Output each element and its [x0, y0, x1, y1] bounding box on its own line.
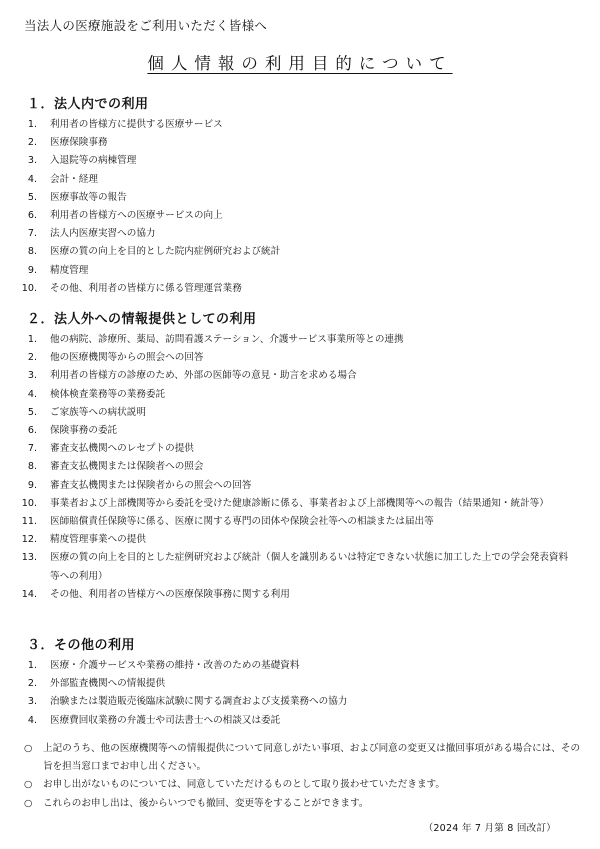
circle-bullet-icon: ○: [24, 779, 33, 791]
list-item-number: 7.: [27, 443, 37, 455]
list-item-text: 審査支払機関または保険者への照会: [50, 461, 204, 473]
list-item-number: 14.: [21, 588, 37, 600]
list-item: [0, 386, 600, 404]
list-item-text: 審査支払機関へのレセプトの提供: [50, 443, 194, 455]
list-item-text: 医療費回収業務の弁護士や司法書士への相談又は委託: [50, 714, 281, 726]
list-item-text: 医師賠償責任保険等に係る、医療に関する専門の団体や保険会社等への相談または届出等: [50, 516, 434, 528]
list-item-number: 1.: [27, 660, 37, 671]
list-item: [0, 349, 600, 367]
list-item-text: 利用者の皆様方への医療サービスの向上: [50, 210, 223, 222]
list-item-text: 外部監査機関への情報提供: [50, 678, 166, 690]
list-item-number: 6.: [27, 210, 37, 222]
list-item-text: その他、利用者の皆様方への医療保険事務に関する利用: [50, 588, 290, 600]
list-item-text: 保険事務の委託: [50, 425, 118, 437]
greeting: 当法人の医療施設をご利用いただく皆様へ: [24, 18, 268, 33]
list-item-text: 事業者および上部機関等から委託を受けた健康診断に係る、事業者および上部機関等への報告（結果通知・統計等）: [50, 497, 549, 509]
revision-note: （2024 年 7 月第 8 回改訂）: [423, 823, 556, 834]
list-item: [0, 243, 600, 261]
list-item-number: 10.: [21, 497, 37, 509]
section-heading: １．法人内での利用: [27, 97, 149, 112]
list-item-number: 4.: [27, 714, 37, 726]
list-item: [0, 280, 600, 298]
list-item-text: 会計・経理: [50, 173, 98, 185]
list-item-number: 1.: [27, 119, 37, 130]
list-item-number: 3.: [27, 155, 37, 167]
list-item-number: 5.: [27, 406, 37, 418]
list-item-number: 8.: [27, 461, 37, 473]
list-item-text: ご家族等への病状説明: [50, 406, 146, 418]
list-item: [0, 225, 600, 243]
list-item-text: 他の病院、診療所、薬局、訪問看護ステーション、介護サービス事業所等との連携: [50, 334, 404, 345]
list-item-text: その他、利用者の皆様方に係る管理運営業務: [50, 282, 242, 294]
list-item: [0, 262, 600, 280]
list-item: [0, 171, 600, 189]
list-item-number: 5.: [27, 191, 37, 203]
list-item: [0, 495, 600, 513]
list-item-text: 精度管理事業への提供: [50, 534, 146, 546]
note-text: 上記のうち、他の医療機関等への情報提供について同意しがたい事項、および同意の変更又は撤回事項がある場合には、その旨を担当窓口までお申し出ください。: [43, 743, 581, 773]
list-item-text: 精度管理: [50, 264, 89, 276]
list-item-text: 他の医療機関等からの照会への回答: [50, 352, 204, 364]
notes-list: [0, 740, 600, 813]
circle-bullet-icon: ○: [24, 797, 33, 809]
list-item-text: 利用者の皆様方に提供する医療サービス: [50, 119, 223, 130]
section-heading: ３．その他の利用: [27, 638, 136, 653]
list-item-text: 検体検査業務等の業務委託: [50, 388, 166, 400]
list-item-number: 1.: [27, 334, 37, 345]
list-item-number: 4.: [27, 173, 37, 185]
list-item-number: 2.: [27, 678, 37, 690]
note-item: [0, 740, 600, 776]
list-item-text: 法人内医療実習への協力: [50, 228, 156, 240]
list-item: [0, 422, 600, 440]
note-text: これらのお申し出は、後からいつでも撤回、変更等をすることができます。: [43, 797, 369, 809]
list-item: [0, 513, 600, 531]
list-item: [0, 693, 600, 711]
list-item-text: 医療保険事務: [50, 137, 108, 149]
section-list: [0, 657, 600, 730]
list-item: [0, 404, 600, 422]
list-item: [0, 367, 600, 385]
page-title-text: 個人情報の利用目的について: [147, 54, 453, 73]
list-item: [0, 549, 600, 585]
section-heading: ２．法人外への情報提供としての利用: [27, 312, 257, 327]
list-item: [0, 586, 600, 604]
list-item: [0, 712, 600, 730]
page-title: [0, 50, 600, 74]
list-item-text: 医療事故等の報告: [50, 191, 127, 203]
list-item-number: 7.: [27, 228, 37, 240]
list-item-text: 医療の質の向上を目的とした症例研究および統計（個人を識別あるいは特定できない状態に加工した上での学会発表資料等への利用）: [50, 552, 569, 582]
circle-bullet-icon: ○: [24, 743, 33, 754]
list-item: [0, 477, 600, 495]
list-item: [0, 657, 600, 675]
list-item: [0, 531, 600, 549]
list-item-number: 12.: [21, 534, 37, 546]
list-item-number: 3.: [27, 370, 37, 382]
list-item-number: 9.: [27, 264, 37, 276]
list-item-text: 治験または製造販売後臨床試験に関する調査および支援業務への協力: [50, 696, 348, 708]
section-list: [0, 116, 600, 298]
list-item: [0, 152, 600, 170]
list-item-number: 9.: [27, 479, 37, 491]
list-item: [0, 207, 600, 225]
list-item: [0, 189, 600, 207]
note-text: お申し出がないものについては、同意していただけるものとして取り扱わせていただきます。: [43, 779, 445, 791]
list-item: [0, 675, 600, 693]
list-item: [0, 458, 600, 476]
list-item-number: 8.: [27, 246, 37, 258]
note-item: [0, 776, 600, 794]
list-item: [0, 440, 600, 458]
list-item-text: 入退院等の病棟管理: [50, 155, 137, 167]
note-item: [0, 795, 600, 813]
list-item-number: 2.: [27, 137, 37, 149]
list-item-text: 審査支払機関または保険者からの照会への回答: [50, 479, 252, 491]
list-item: [0, 116, 600, 134]
list-item-text: 医療の質の向上を目的とした院内症例研究および統計: [50, 246, 281, 258]
list-item-number: 2.: [27, 352, 37, 364]
list-item-text: 医療・介護サービスや業務の維持・改善のための基礎資料: [50, 660, 300, 671]
list-item: [0, 331, 600, 349]
list-item-text: 利用者の皆様方の診療のため、外部の医師等の意見・助言を求める場合: [50, 370, 357, 382]
list-item-number: 11.: [21, 516, 37, 528]
list-item-number: 6.: [27, 425, 37, 437]
list-item-number: 10.: [21, 282, 37, 294]
list-item-number: 4.: [27, 388, 37, 400]
list-item: [0, 134, 600, 152]
list-item-number: 3.: [27, 696, 37, 708]
list-item-number: 13.: [21, 552, 37, 564]
section-list: [0, 331, 600, 604]
